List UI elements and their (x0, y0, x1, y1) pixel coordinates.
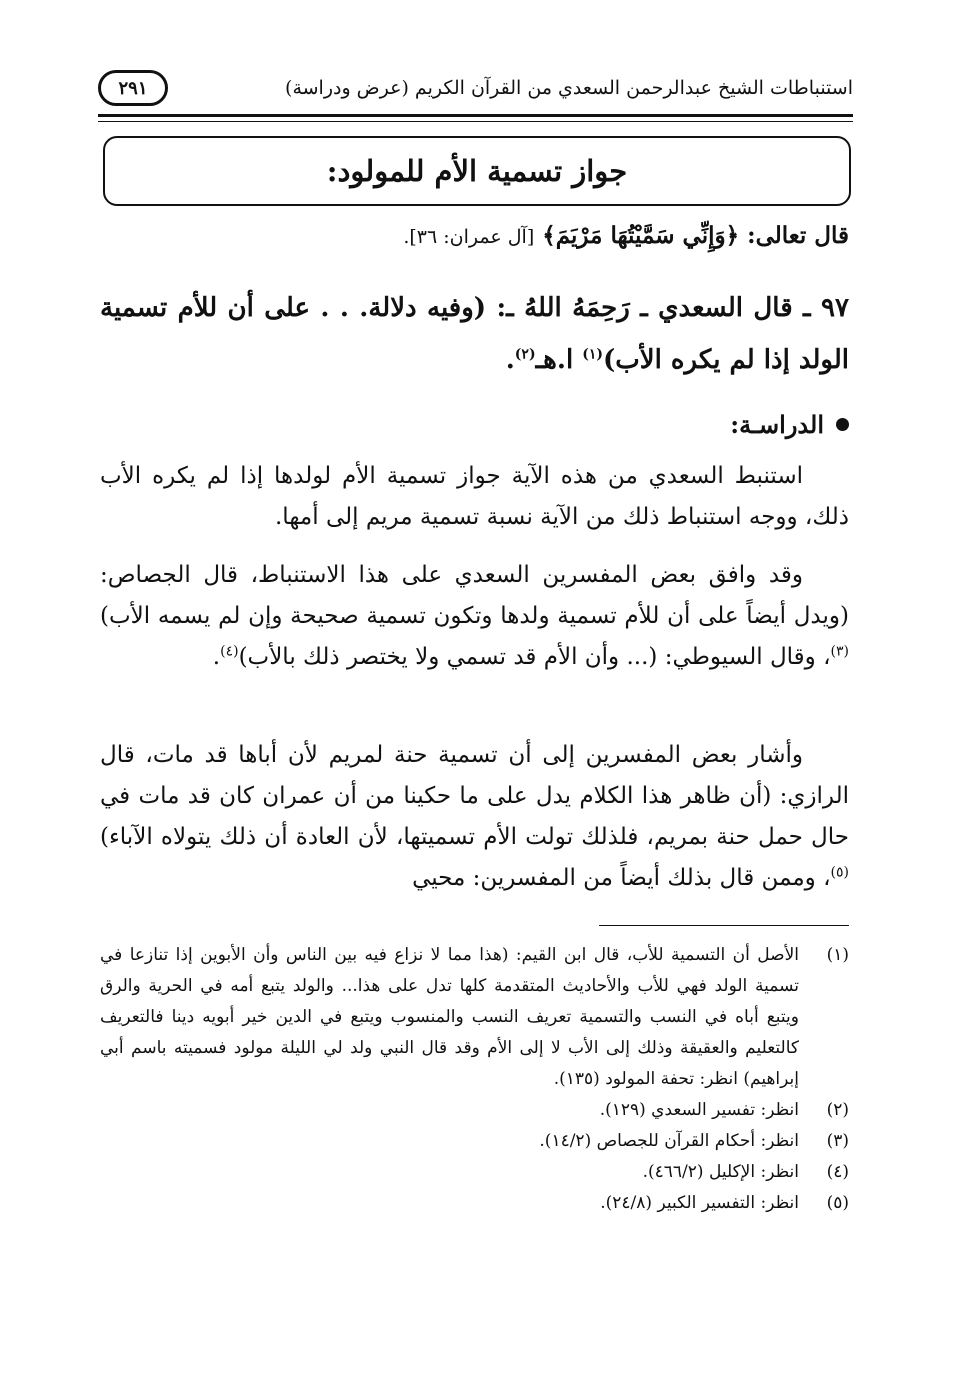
paragraph-2 (100, 555, 849, 678)
footnote-text: انظر: التفسير الكبير (٢٤/٨). (600, 1193, 799, 1213)
footnote-text: انظر: أحكام القرآن للجصاص (١٤/٢). (539, 1131, 799, 1151)
footnote-ref-1[interactable]: (١) (582, 346, 603, 363)
paragraph-1: استنبط السعدي من هذه الآية جواز تسمية الأم لولدها إذا لم يكره الأب ذلك، ووجه استنباط ذلك من الآية نسبة تسمية مريم إلى أمها. (100, 463, 849, 530)
footnote-rule (599, 925, 849, 926)
footnote (100, 1095, 849, 1126)
footnotes (100, 940, 849, 1219)
verse-text: ﴿وَإِنِّي سَمَّيْتُهَا مَرْيَمَ﴾ (542, 222, 740, 249)
paragraph-2-part-b: ، وقال السيوطي: (... وأن الأم قد تسمي ولا يختصر ذلك بالأب) (238, 644, 831, 670)
study-heading (730, 410, 849, 439)
footnote-ref-4[interactable]: (٤) (220, 643, 239, 660)
paragraph-3 (100, 735, 849, 899)
paragraph-2-part-a: وقد وافق بعض المفسرين السعدي على هذا الاستنباط، قال الجصاص: (ويدل أيضاً على أن للأم تسمية ولدها وتكون تسمية صحيحة وإن لم يسمه الأب) (100, 562, 849, 629)
footnote (100, 1126, 849, 1157)
footnote-number: (٥) (826, 1193, 849, 1213)
study-heading-text: الدراسـة: (730, 410, 824, 439)
lead-text-after: ا.هـ (535, 345, 583, 375)
header-rule (98, 114, 853, 122)
bullet-icon (836, 418, 849, 431)
running-title: استنباطات الشيخ عبدالرحمن السعدي من القرآن الكريم (عرض ودراسة) (285, 77, 853, 99)
footnote (100, 1157, 849, 1188)
footnote-number: (١) (826, 945, 849, 965)
verse-line (100, 222, 849, 249)
page-number: ٢٩١ (98, 70, 168, 106)
footnote-ref-3[interactable]: (٣) (830, 643, 849, 660)
lead-text: ـ قال السعدي ـ رَحِمَهُ اللهُ ـ: (وفيه دلالة. . . على أن للأم تسمية الولد إذا لم يكره الأب) (100, 293, 849, 375)
footnote-number: (٢) (826, 1100, 849, 1120)
paragraph-2-part-c: . (212, 644, 221, 670)
running-header (98, 66, 853, 110)
footnote-text: الأصل أن التسمية للأب، قال ابن القيم: (هذا مما لا نزاع فيه بين الناس وأن الأبوين إذا تنازعا في تسمية الولد فهي للأب والأحاديث المتقدمة كلها تدل على هذا... والولد يتبع أمه في الحرية والرق ويتبع أباه في النسب والتسمية تعريف النسب والمنسوب ويتبع في الدين خير أبويه دينا فالتعريف كالتعليم والعقيقة وذلك إلى الأب لا إلى الأم وقد قال النبي ولد لي الليلة مولود فسميته باسم أبي إبراهيم) انظر: تحفة المولود (١٣٥). (100, 945, 799, 1089)
footnote (100, 1188, 849, 1219)
section-title-box (103, 136, 851, 206)
paragraph-3-part-b: ، وممن قال بذلك أيضاً من المفسرين: محيي (412, 865, 831, 891)
footnote (100, 940, 849, 1095)
verse-intro: قال تعالى: (747, 222, 849, 249)
footnote-text: انظر: تفسير السعدي (١٢٩). (599, 1100, 799, 1120)
paragraph-3-part-a: وأشار بعض المفسرين إلى أن تسمية حنة لمريم لأن أباها قد مات، قال الرازي: (أن ظاهر هذا الكلام يدل على ما حكينا من أن عمران كان قد مات في حال حمل حنة بمريم، فلذلك تولت الأم تسميتها، لأن العادة أن ذلك يتولاه الآباء) (100, 742, 849, 850)
section-title: جواز تسمية الأم للمولود: (326, 154, 628, 188)
footnote-text: انظر: الإكليل (٤٦٦/٢). (642, 1162, 799, 1182)
footnote-number: (٤) (826, 1162, 849, 1182)
lead-paragraph (100, 282, 849, 386)
footnote-ref-5[interactable]: (٥) (830, 864, 849, 881)
verse-reference: [آل عمران: ٣٦]. (403, 226, 535, 248)
lead-number: ٩٧ (821, 293, 849, 323)
footnote-number: (٣) (826, 1131, 849, 1151)
footnote-ref-2[interactable]: (٢) (514, 346, 536, 363)
lead-end: . (505, 345, 515, 375)
